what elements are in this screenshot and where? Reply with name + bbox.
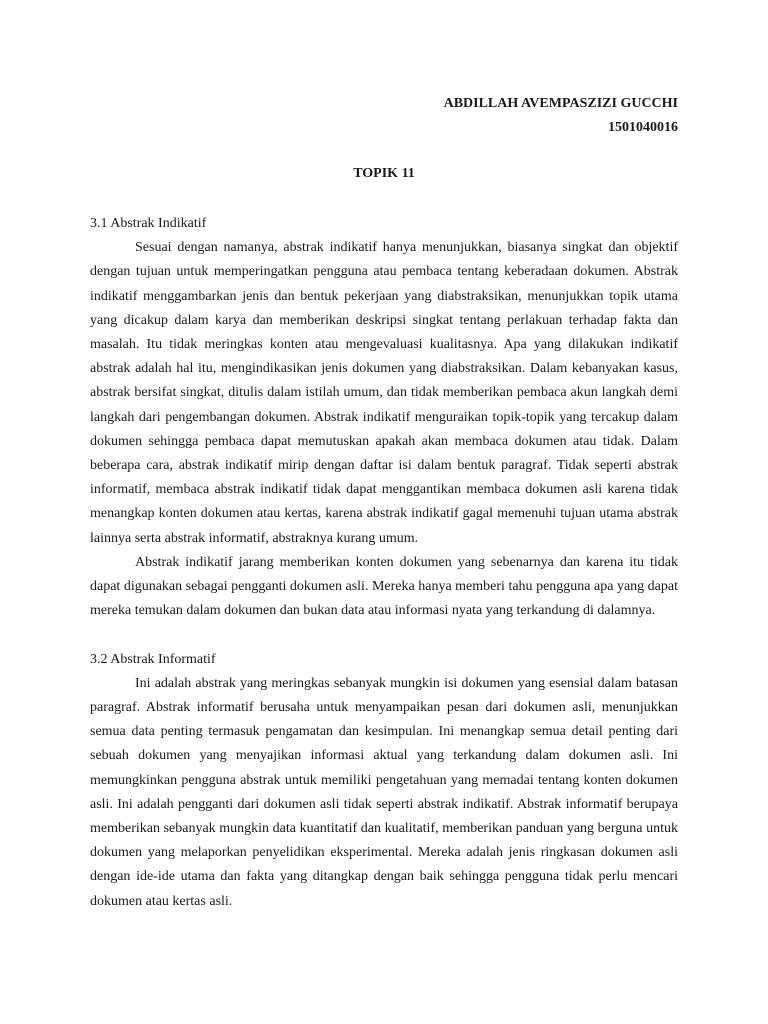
document-title: TOPIK 11 — [353, 166, 415, 181]
author-block — [444, 92, 678, 140]
document-body — [90, 212, 678, 914]
student-id: 1501040016 — [608, 120, 678, 135]
body-paragraph: Ini adalah abstrak yang meringkas sebanyak mungkin isi dokumen yang esensial dalam batasan paragraf. Abstrak informatif berusaha untuk menyampaikan pesan dari dokumen asli, menunjukkan semua data penting termasuk pengamatan dan kesimpulan. Ini menangkap semua detail penting dari sebuah dokumen yang menyajikan informasi aktual yang terkandung dalam dokumen asli. Ini memungkinkan pengguna abstrak untuk memiliki pengetahuan yang memadai tentang konten dokumen asli. Ini adalah pengganti dari dokumen asli tidak seperti abstrak indikatif. Abstrak informatif berupaya memberikan sebanyak mungkin data kuantitatif dan kualitatif, memberikan panduan yang berguna untuk dokumen yang melaporkan penyelidikan eksperimental. Mereka adalah jenis ringkasan dokumen asli dengan ide-ide utama dan fakta yang ditangkap dengan baik sehingga pengguna tidak perlu mencari dokumen atau kertas asli. — [90, 675, 678, 909]
section-abstrak-indikatif — [90, 212, 678, 623]
section-spacer — [90, 623, 678, 647]
section-heading: 3.1 Abstrak Indikatif — [90, 216, 207, 231]
body-paragraph: Sesuai dengan namanya, abstrak indikatif hanya menunjukkan, biasanya singkat dan objektif dengan tujuan untuk memperingatkan pengguna atau pembaca tentang keberadaan dokumen. Abstrak indikatif menggambarkan jenis dan bentuk pekerjaan yang diabstraksikan, menunjukkan topik utama yang dicakup dalam karya dan memberikan deskripsi singkat tentang perlakuan terhadap fakta dan masalah. Itu tidak meringkas konten atau mengevaluasi kualitasnya. Apa yang dilakukan indikatif abstrak adalah hal itu, mengindikasikan jenis dokumen yang diabstraksikan. Dalam kebanyakan kasus, abstrak bersifat singkat, ditulis dalam istilah umum, dan tidak memberikan pembaca akun langkah demi langkah dari pengembangan dokumen. Abstrak indikatif menguraikan topik-topik yang tercakup dalam dokumen sehingga pembaca dapat memutuskan apakah akan membaca dokumen atau tidak. Dalam beberapa cara, abstrak indikatif mirip dengan daftar isi dalam bentuk paragraf. Tidak seperti abstrak informatif, membaca abstrak indikatif tidak dapat menggantikan membaca dokumen asli karena tidak menangkap konten dokumen atau kertas, karena abstrak indikatif gagal memenuhi tujuan utama abstrak lainnya serta abstrak informatif, abstraknya kurang umum. — [90, 240, 678, 546]
author-name: ABDILLAH AVEMPASZIZI GUCCHI — [443, 96, 678, 111]
section-heading: 3.2 Abstrak Informatif — [90, 651, 216, 667]
section-abstrak-informatif — [90, 648, 678, 914]
body-paragraph: Abstrak indikatif jarang memberikan konten dokumen yang sebenarnya dan karena itu tidak dapat digunakan sebagai pengganti dokumen asli. Mereka hanya memberi tahu pengguna apa yang dapat mereka temukan dalam dokumen dan bukan data atau informasi nyata yang terkandung di dalamnya. — [90, 554, 678, 619]
